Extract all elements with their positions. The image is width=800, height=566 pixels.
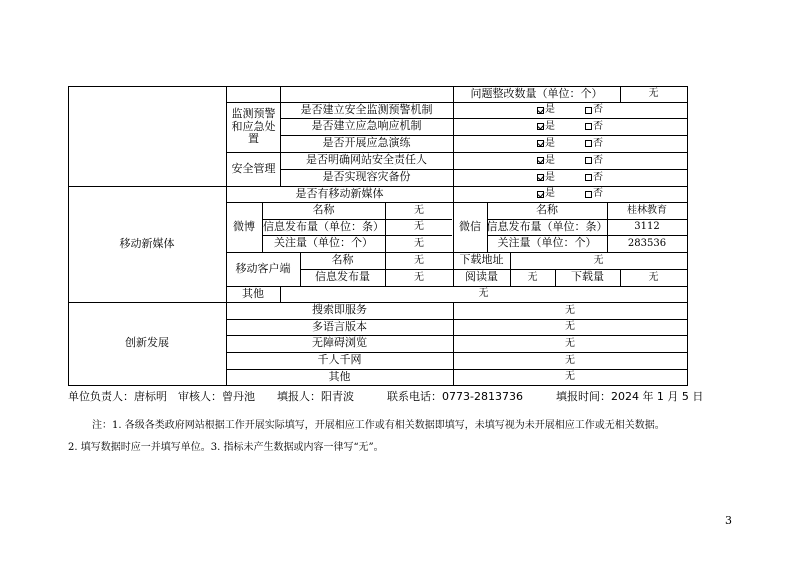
emergency-response-options [453, 118, 687, 135]
checked-box-icon [537, 174, 544, 181]
monitoring-mechanism-options [453, 102, 687, 118]
weibo-name-label: 名称 [312, 203, 335, 217]
client-download-url-value: 无 [593, 254, 604, 266]
innovation-item-label: 搜索即服务 [312, 303, 367, 317]
yes-label: 是 [545, 154, 555, 166]
note-line-1: 注：1. 各级各类政府网站根据工作开展实际填写，开展相应工作或有相关数据即填写，未填写视为未开展相应工作或无相关数据。 [92, 420, 665, 431]
mobile-other-label: 其他 [242, 286, 264, 300]
issues-rectified-value: 无 [648, 88, 659, 100]
weibo-name-value: 无 [414, 204, 424, 216]
client-label: 移动客户端 [235, 261, 291, 275]
checked-box-icon [537, 123, 544, 130]
wechat-name-value: 桂林教育 [627, 204, 667, 216]
wechat-posts-label: 信息发布量（单位：条） [486, 219, 608, 233]
mobile-other-value: 无 [478, 288, 489, 300]
no-checkbox[interactable] [585, 138, 603, 150]
wechat-posts-value: 3112 [634, 221, 660, 233]
yes-checkbox[interactable] [537, 155, 555, 167]
weibo-posts-value: 无 [414, 221, 424, 233]
innovation-item-value: 无 [565, 321, 575, 333]
no-label: 否 [593, 171, 603, 183]
wechat-followers-value: 283536 [627, 237, 667, 249]
monitoring-section-label: 监测预警和应急处置 [231, 107, 276, 146]
empty-box-icon [585, 191, 592, 198]
innovation-item-label: 无障碍浏览 [312, 336, 367, 350]
client-download-url-label: 下载地址 [459, 253, 504, 267]
yes-checkbox[interactable] [537, 188, 555, 200]
client-posts-value: 无 [414, 271, 424, 283]
weibo-posts-label: 信息发布量（单位：条） [263, 219, 384, 233]
yes-checkbox[interactable] [537, 104, 555, 116]
yes-checkbox[interactable] [537, 121, 555, 133]
no-label: 否 [593, 120, 603, 132]
no-label: 否 [593, 154, 603, 166]
wechat-name-label: 名称 [536, 203, 558, 217]
empty-box-icon [585, 174, 592, 181]
empty-box-icon [585, 123, 592, 130]
emergency-response-label: 是否建立应急响应机制 [311, 119, 422, 133]
emergency-drill-label: 是否开展应急演练 [322, 136, 411, 150]
yes-checkbox[interactable] [537, 172, 555, 184]
no-label: 否 [593, 104, 603, 116]
yes-label: 是 [545, 120, 555, 132]
client-downloads-label: 下载量 [571, 270, 604, 284]
client-name-label: 名称 [331, 253, 354, 267]
weibo-followers-label: 关注量（单位：个） [274, 236, 373, 250]
innovation-item-value: 无 [565, 337, 575, 349]
checked-box-icon [537, 191, 544, 198]
no-label: 否 [593, 188, 603, 200]
no-checkbox[interactable] [585, 188, 603, 200]
page-number: 3 [725, 514, 732, 527]
no-label: 否 [593, 137, 603, 149]
wechat-label: 微信 [459, 219, 481, 233]
innovation-item-label: 多语言版本 [312, 319, 367, 333]
no-checkbox[interactable] [585, 172, 603, 184]
wechat-followers-label: 关注量（单位：个） [497, 236, 597, 250]
weibo-followers-value: 无 [414, 237, 424, 249]
innovation-item-label: 其他 [328, 369, 351, 383]
client-name-value: 无 [414, 254, 424, 266]
innovation-item-value: 无 [565, 304, 575, 316]
empty-box-icon [585, 157, 592, 164]
client-downloads-value: 无 [648, 271, 659, 283]
checked-box-icon [537, 140, 544, 147]
innovation-item-label: 千人千网 [317, 353, 362, 367]
empty-box-icon [585, 107, 592, 114]
innovation-section-label: 创新发展 [125, 336, 169, 350]
security-owner-label: 是否明确网站安全责任人 [306, 153, 427, 167]
has-mobile-options [453, 186, 687, 202]
checked-box-icon [537, 107, 544, 114]
mobile-section-label: 移动新媒体 [119, 236, 175, 250]
yes-label: 是 [545, 104, 555, 116]
security-section-label: 安全管理 [231, 161, 276, 175]
weibo-label: 微博 [233, 219, 255, 233]
yes-checkbox[interactable] [537, 138, 555, 150]
issues-rectified-label: 问题整改数量（单位：个） [470, 86, 603, 100]
emergency-drill-options [453, 135, 687, 152]
signature-footer: 单位负责人：唐标明 审核人：曾丹池 填报人：阳青波 联系电话：0773-2813736 填报时间：2024 年 1 月 5 日 [68, 390, 704, 403]
innovation-item-value: 无 [565, 354, 575, 366]
no-checkbox[interactable] [585, 155, 603, 167]
no-checkbox[interactable] [585, 104, 603, 116]
monitoring-mechanism-label: 是否建立安全监测预警机制 [300, 102, 433, 116]
client-reads-label: 阅读量 [465, 270, 498, 284]
yes-label: 是 [545, 171, 555, 183]
has-mobile-label: 是否有移动新媒体 [295, 186, 384, 200]
empty-box-icon [585, 140, 592, 147]
innovation-item-value: 无 [565, 371, 575, 383]
disaster-backup-label: 是否实现容灾备份 [322, 170, 411, 184]
client-posts-label: 信息发布量 [315, 270, 370, 284]
note-line-2: 2. 填写数据时应一并填写单位。3. 指标未产生数据或内容一律写“无”。 [68, 442, 384, 453]
yes-label: 是 [545, 137, 555, 149]
yes-label: 是 [545, 188, 555, 200]
disaster-backup-options [453, 169, 687, 186]
checked-box-icon [537, 157, 544, 164]
security-owner-options [453, 152, 687, 169]
no-checkbox[interactable] [585, 121, 603, 133]
client-reads-value: 无 [527, 271, 538, 283]
